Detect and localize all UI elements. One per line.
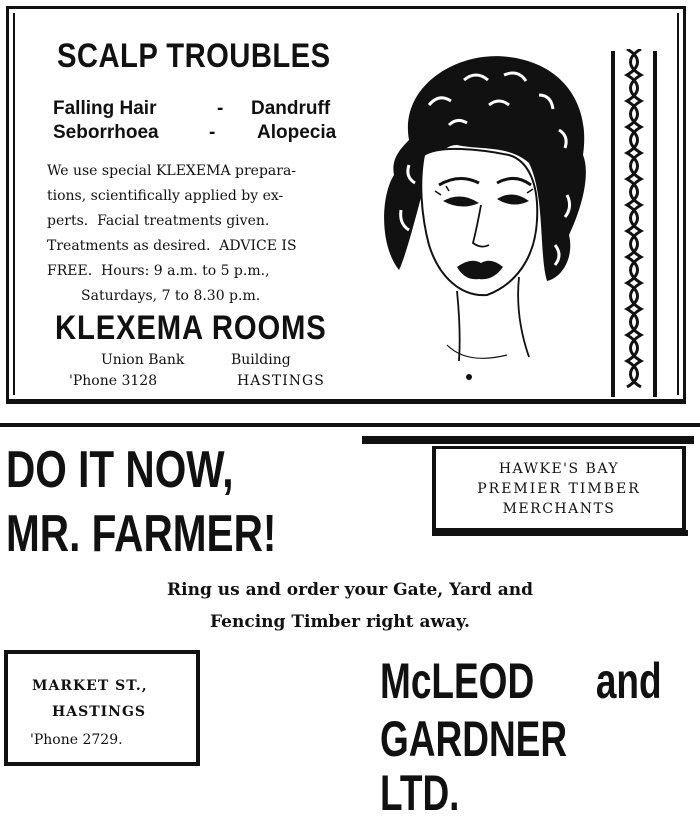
left-border-rule (13, 13, 15, 395)
klexema-advertisement (6, 6, 686, 404)
company-name-text: McLEOD and (380, 653, 662, 709)
box-bottom-bar (432, 530, 688, 536)
address-union-bank: Union Bank (101, 352, 185, 368)
body-line: We use special KLEXEMA prepara- (47, 163, 297, 179)
box-top-bar (362, 436, 694, 444)
business-name: KLEXEMA ROOMS (55, 309, 327, 347)
condition-seborrhoea: Seborrhoea (53, 122, 159, 143)
company-name-line-1 (380, 654, 662, 708)
address-town: HASTINGS (52, 704, 147, 720)
ring-line-1: Ring us and order your Gate, Yard and (167, 580, 533, 600)
rope-border-rule (611, 51, 615, 397)
phone-number: 'Phone 3128 (69, 373, 158, 389)
headline-do-it-now: DO IT NOW, (6, 441, 234, 499)
condition-separator: - (217, 98, 224, 119)
condition-alopecia: Alopecia (257, 122, 337, 143)
rope-ornament-icon (621, 49, 647, 399)
condition-falling-hair: Falling Hair (53, 98, 157, 119)
box-line: MERCHANTS (502, 501, 616, 517)
town-name: HASTINGS (237, 373, 325, 389)
timber-merchants-box (432, 446, 686, 532)
right-border-rule (677, 13, 679, 395)
headline-mr-farmer: MR. FARMER! (6, 505, 277, 563)
box-line: PREMIER TIMBER (477, 481, 641, 497)
body-line: Saturdays, 7 to 8.30 p.m. (81, 288, 261, 304)
ad-title: SCALP TROUBLES (57, 37, 331, 75)
condition-separator: - (209, 122, 216, 143)
rope-border-rule (653, 51, 657, 397)
ad-body-text (47, 159, 367, 309)
section-divider-rule (0, 423, 700, 427)
address-building: Building (231, 352, 291, 368)
box-line: HAWKE'S BAY (498, 461, 620, 477)
body-line: Treatments as desired. ADVICE IS (47, 238, 297, 254)
woman-portrait-illustration (369, 45, 599, 385)
ring-line-2: Fencing Timber right away. (210, 612, 470, 632)
body-line: FREE. Hours: 9 a.m. to 5 p.m., (47, 263, 270, 279)
company-name-line-2: GARDNER LTD. (380, 711, 568, 821)
body-line: tions, scientifically applied by ex- (47, 188, 284, 204)
body-line: perts. Facial treatments given. (47, 213, 270, 229)
address-phone: 'Phone 2729. (30, 732, 123, 748)
condition-dandruff: Dandruff (251, 98, 331, 119)
address-box (4, 650, 200, 766)
address-street: MARKET ST., (32, 678, 148, 694)
